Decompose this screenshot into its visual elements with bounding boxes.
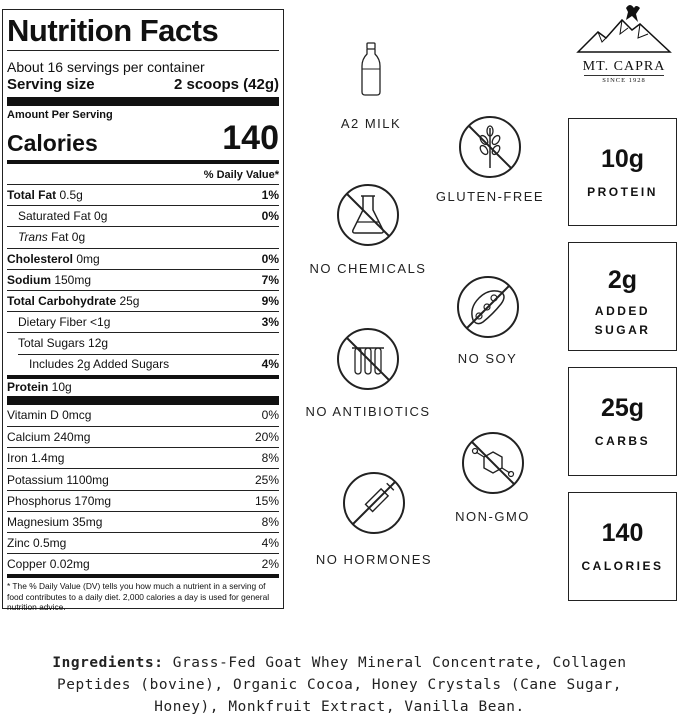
mineral-name: Vitamin D 0mcg <box>7 408 92 423</box>
nutrient-row: Dietary Fiber <1g 3% <box>7 311 279 332</box>
mineral-name: Potassium 1100mg <box>7 472 109 487</box>
mineral-name: Zinc 0.5mg <box>7 536 67 551</box>
stat-value: 140 <box>601 519 644 547</box>
mineral-row <box>7 426 279 447</box>
calories-row <box>7 119 279 157</box>
mineral-name: Copper 0.02mg <box>7 557 90 572</box>
mineral-name: Calcium 240mg <box>7 430 91 445</box>
no-hormones-label: NO HORMONES <box>315 552 433 567</box>
feature-no-soy <box>440 274 535 366</box>
stat-box-added-sugar <box>568 242 677 351</box>
mineral-name: Iron 1.4mg <box>7 451 65 466</box>
stat-value: 10g <box>600 145 645 173</box>
logo-since: SINCE 1928 <box>584 75 664 84</box>
stat-label: PROTEIN <box>587 185 658 199</box>
mineral-row <box>7 490 279 511</box>
wheat-crossed-icon <box>457 114 523 180</box>
no-antibiotics-label: NO ANTIBIOTICS <box>305 404 431 419</box>
mineral-pct: 20% <box>254 430 279 445</box>
nutrition-facts-panel <box>2 9 284 613</box>
nutrient-row: Total Sugars 12g <box>7 332 279 353</box>
no-chemicals-label: NO CHEMICALS <box>309 261 427 276</box>
mineral-pct: 8% <box>261 514 279 529</box>
mineral-name: Magnesium 35mg <box>7 514 103 529</box>
stat-label: CARBS <box>594 434 651 448</box>
molecule-crossed-icon <box>460 430 526 496</box>
stat-label: CALORIES <box>581 559 664 573</box>
ingredients-label: Ingredients: <box>52 655 164 671</box>
stat-label: ADDED SUGAR <box>594 304 651 337</box>
serving-size-value: 2 scoops (42g) <box>173 76 279 93</box>
calories-label: Calories <box>7 130 98 156</box>
stat-value: 25g <box>600 394 645 422</box>
feature-no-hormones <box>303 470 445 567</box>
stat-box-carbs <box>568 367 677 476</box>
test-tubes-crossed-icon <box>335 326 401 392</box>
feature-a2-milk <box>326 42 416 131</box>
no-soy-label: NO SOY <box>457 351 518 366</box>
milk-bottle-icon <box>360 42 382 97</box>
feature-no-antibiotics <box>303 326 433 419</box>
serving-size-row <box>7 76 279 97</box>
nutrient-row: Total Carbohydrate 25g 9% <box>7 290 279 311</box>
non-gmo-label: NON-GMO <box>455 509 530 524</box>
syringe-crossed-icon <box>341 470 407 536</box>
daily-value-header: % Daily Value* <box>203 169 279 181</box>
mineral-row <box>7 447 279 468</box>
brand-logo <box>574 2 674 84</box>
nutrient-row: Total Fat 0.5g 1% <box>7 184 279 205</box>
mineral-pct: 4% <box>261 536 279 551</box>
nutrient-row: Includes 2g Added Sugars 4% <box>7 354 279 375</box>
nutrient-row: Sodium 150mg 7% <box>7 269 279 290</box>
flask-crossed-icon <box>335 182 401 248</box>
feature-no-chemicals <box>303 182 433 276</box>
mineral-row <box>7 405 279 426</box>
mineral-pct: 8% <box>261 451 279 466</box>
mineral-row <box>7 468 279 489</box>
nutrient-row: Saturated Fat 0g 0% <box>7 205 279 226</box>
gluten-free-label: GLUTEN-FREE <box>435 189 545 204</box>
mineral-row <box>7 532 279 553</box>
feature-gluten-free <box>430 114 550 204</box>
mineral-pct: 25% <box>254 472 279 487</box>
a2-milk-label: A2 MILK <box>340 116 402 131</box>
nutrient-row: Protein 10g <box>7 375 279 396</box>
mineral-row <box>7 553 279 574</box>
stat-box-calories <box>568 492 677 601</box>
soybean-crossed-icon <box>455 274 521 340</box>
serving-size-label: Serving size <box>7 76 95 93</box>
mountain-goat-logo-icon <box>576 2 672 54</box>
stat-box-protein <box>568 118 677 226</box>
mineral-name: Phosphorus 170mg <box>7 493 112 508</box>
feature-non-gmo <box>445 430 540 524</box>
ingredients <box>0 652 679 718</box>
nutrient-row: Trans Fat 0g <box>7 226 279 247</box>
ingredients-text: Grass-Fed Goat Whey Mineral Concentrate, Collagen Peptides (bovine), Organic Cocoa, Honey Crystals (Cane Sugar, Honey), Monkfruit Extract, Vanilla Bean. <box>56 655 627 715</box>
calories-value: 140 <box>222 119 279 157</box>
amount-per-serving: Amount Per Serving <box>7 109 113 121</box>
mineral-pct: 2% <box>261 557 279 572</box>
nutrition-title: Nutrition Facts <box>7 13 219 48</box>
servings-per-container: About 16 servings per container <box>7 59 205 75</box>
stat-value: 2g <box>607 266 638 294</box>
footnote: * The % Daily Value (DV) tells you how much a nutrient in a serving of food contributes to a daily diet. 2,000 calories a day is used for general nutrition advice. <box>7 581 270 613</box>
mineral-pct: 15% <box>254 493 279 508</box>
mineral-row <box>7 511 279 532</box>
mineral-pct: 0% <box>261 408 279 423</box>
logo-name: MT. CAPRA <box>582 59 666 74</box>
nutrient-row: Cholesterol 0mg 0% <box>7 248 279 269</box>
